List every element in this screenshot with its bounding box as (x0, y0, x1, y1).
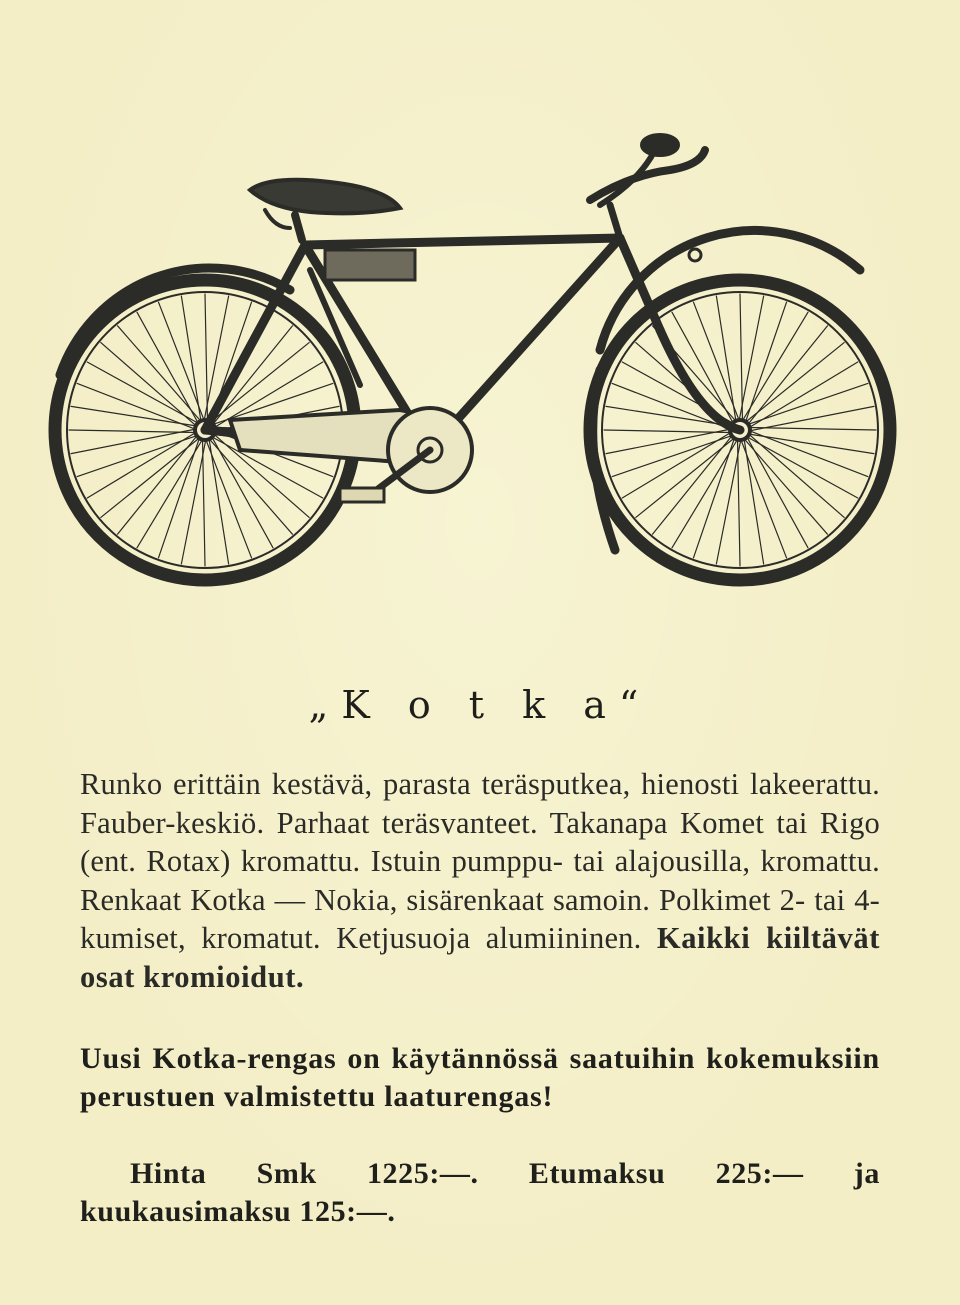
wheel-spoke (746, 302, 787, 422)
wheel-spoke (206, 440, 252, 558)
description-emphasis: Kaikki kiiltävät osat kromioidut. (80, 921, 880, 994)
wheel-spoke (205, 294, 207, 420)
tire-claim: Uusi Kotka-rengas on käytännössä saatuihin kokemuksiin perustuen valmistettu laaturengas! (80, 1042, 880, 1113)
wheel-spoke (740, 294, 742, 420)
product-title: „K o t k a“ (308, 683, 652, 727)
wheel-spoke (693, 438, 734, 558)
wheel-spoke (748, 383, 868, 424)
wheel-spoke (101, 438, 199, 517)
wheel-spoke (118, 436, 197, 534)
wheel-spoke (604, 430, 730, 432)
wheel-spoke (612, 383, 730, 429)
wheel-spoke (741, 440, 787, 558)
wheel-spoke (158, 438, 199, 558)
wheel-spoke (158, 302, 204, 420)
wheel-spoke (672, 440, 737, 548)
saddle (250, 180, 400, 214)
wheel-spoke (71, 429, 195, 453)
wheel-spoke (211, 343, 309, 422)
wheel-spoke (181, 440, 205, 564)
wheel-spoke (750, 431, 868, 477)
description-text: Runko erittäin kestävä, parasta teräsputkea, hienosti lakeerattu. Fauber-keskiö. Parhaat teräsvanteet. Takanapa Komet tai Rigo (ent. Rotax) kromattu. Istuin pumppu- tai alajousilla, kromattu. Renkaat Kotka — Nokia, sisärenkaat samoin. Polkimet 2- tai 4-kumiset, kromatut. Ketjusuoja alumiininen. (80, 767, 880, 955)
wheel-spoke (748, 326, 827, 424)
wheel-spoke (87, 433, 195, 498)
wheel-spoke (137, 440, 202, 548)
wheel-spoke (743, 312, 808, 420)
bicycle-illustration (40, 120, 920, 620)
wheel-spoke (750, 362, 858, 427)
wheel-spoke (203, 440, 205, 566)
wheel-spoke (750, 406, 874, 430)
wheel-spoke (653, 436, 732, 534)
wheel-spoke (636, 438, 734, 517)
wheel-spoke (69, 430, 195, 432)
product-description (80, 765, 880, 996)
wheel-spoke (750, 428, 876, 430)
tool-bag (325, 250, 415, 280)
wheel-spoke (716, 440, 740, 564)
wheel-spoke (77, 383, 195, 429)
wheel-spoke (739, 296, 763, 420)
wheel-spoke (612, 436, 732, 477)
price-info: Hinta Smk 1225:—. Etumaksu 225:— ja kuukausimaksu 125:—. (80, 1157, 880, 1228)
wheel-spoke (622, 433, 730, 498)
wheel-spoke (746, 343, 844, 422)
wheel-spoke (606, 429, 730, 453)
wheel-spoke (77, 436, 197, 477)
wheel-spoke (738, 440, 740, 566)
